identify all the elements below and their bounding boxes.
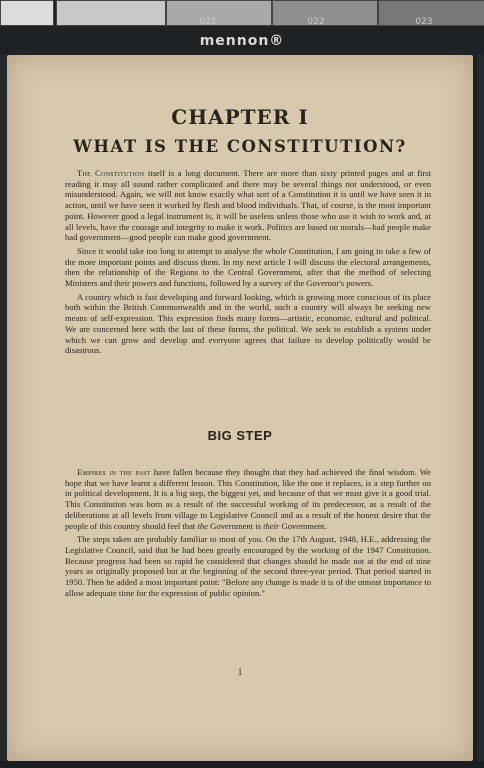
body-text-section-1 xyxy=(65,168,431,359)
page-edge-right xyxy=(477,55,484,761)
patch-label: 021 xyxy=(199,17,217,27)
paragraph-text: itself is a long document. There are more than sixty printed pages and at first reading it may all sound rather complicated and there may be several things not understood, or even misunderstood. Again, we will not know exactly what sort of a Constitution it is until we have seen it in action, until we have seen it worked by flesh and blood individuals. That, of course, is the most important point. However good a legal instrument is, it will be useless unless those who use it wish to work and, at all levels, have the courage and integrity to make it work. Politics are based on morals—bad people make bad government—good people can make good government. xyxy=(65,168,432,243)
paragraph-text: Government is xyxy=(207,520,264,531)
patch-label: 023 xyxy=(415,17,433,27)
page-number: 1 xyxy=(237,667,243,677)
paragraph-text: The steps taken are probably familiar to most of you. On the 17th August, 1948, H.E., addressing the Legislative Council, said that he had been greatly encouraged by the working of the 1947 Constitution. Because progress had been so rapid he considered that changes should be made not at the end of nine years as originally proposed but at the beginning of the second three-year period. That period started in 1950. Then he added a most important point: "Before any change is made it is of the utmost importance to allow adequate time for the expression of public opinion." xyxy=(65,534,431,598)
paragraph xyxy=(65,246,431,289)
patch-label: 020 xyxy=(89,17,107,27)
brand-logo: mennon® xyxy=(199,33,285,49)
paragraph-lead: The Constitution xyxy=(77,168,145,178)
section-heading: BIG STEP xyxy=(207,428,273,443)
patch-label: 022 xyxy=(307,17,325,27)
paragraph-text: Government. xyxy=(279,520,327,531)
color-scale-strip xyxy=(0,0,484,58)
paragraph-lead: Empires in the past xyxy=(77,467,151,477)
page-edge-left xyxy=(0,55,7,761)
document-page xyxy=(7,55,473,761)
italic-word: their xyxy=(263,520,280,531)
paragraph xyxy=(65,534,431,598)
body-text-section-2 xyxy=(65,467,431,601)
paragraph xyxy=(65,467,431,531)
paragraph-text: A country which is fast developing and forward looking, which is growing more conscious of its place both within the British Commonwealth and in the world, such a country will always be seeking new means of self-expression. This expression finds many forms—artistic, economic, cultural and political. We are concerned here with the last of these forms, the political. We seek to establish a system under which we can grow and develop and everyone agrees that failure to develop politically would be disastrous. xyxy=(65,291,431,356)
paragraph-text: Since it would take too long to attempt to analyse the whole Constitution, I am going to take a few of the more important points and discuss them. In my next article I will discuss the electoral arrangements, then the relationship of the Regions to the Central Government, after that the method of selecting Ministers and their powers and functions, followed by a survey of the Governor's powers. xyxy=(65,245,431,289)
chapter-title: WHAT IS THE CONSTITUTION? xyxy=(73,137,407,156)
paragraph xyxy=(65,292,431,356)
italic-word: the xyxy=(197,520,208,531)
paragraph xyxy=(65,168,431,243)
gray-patch xyxy=(0,0,54,26)
paragraph-text: have fallen because they thought that they had achieved the final wisdom. We hope that we have learnt a different lesson. This Constitution, like the one it replaces, is a step further on in political development. It is a big step, the biggest yet, and because of that we must give it a good trial. This Constitution was born as a result of the successful working of its predecessor, as a result of the deliberations at all levels from village to Legislative Council and as a result of the honest desire that the people of this country should feel that xyxy=(65,467,431,531)
chapter-number: CHAPTER I xyxy=(171,105,309,129)
